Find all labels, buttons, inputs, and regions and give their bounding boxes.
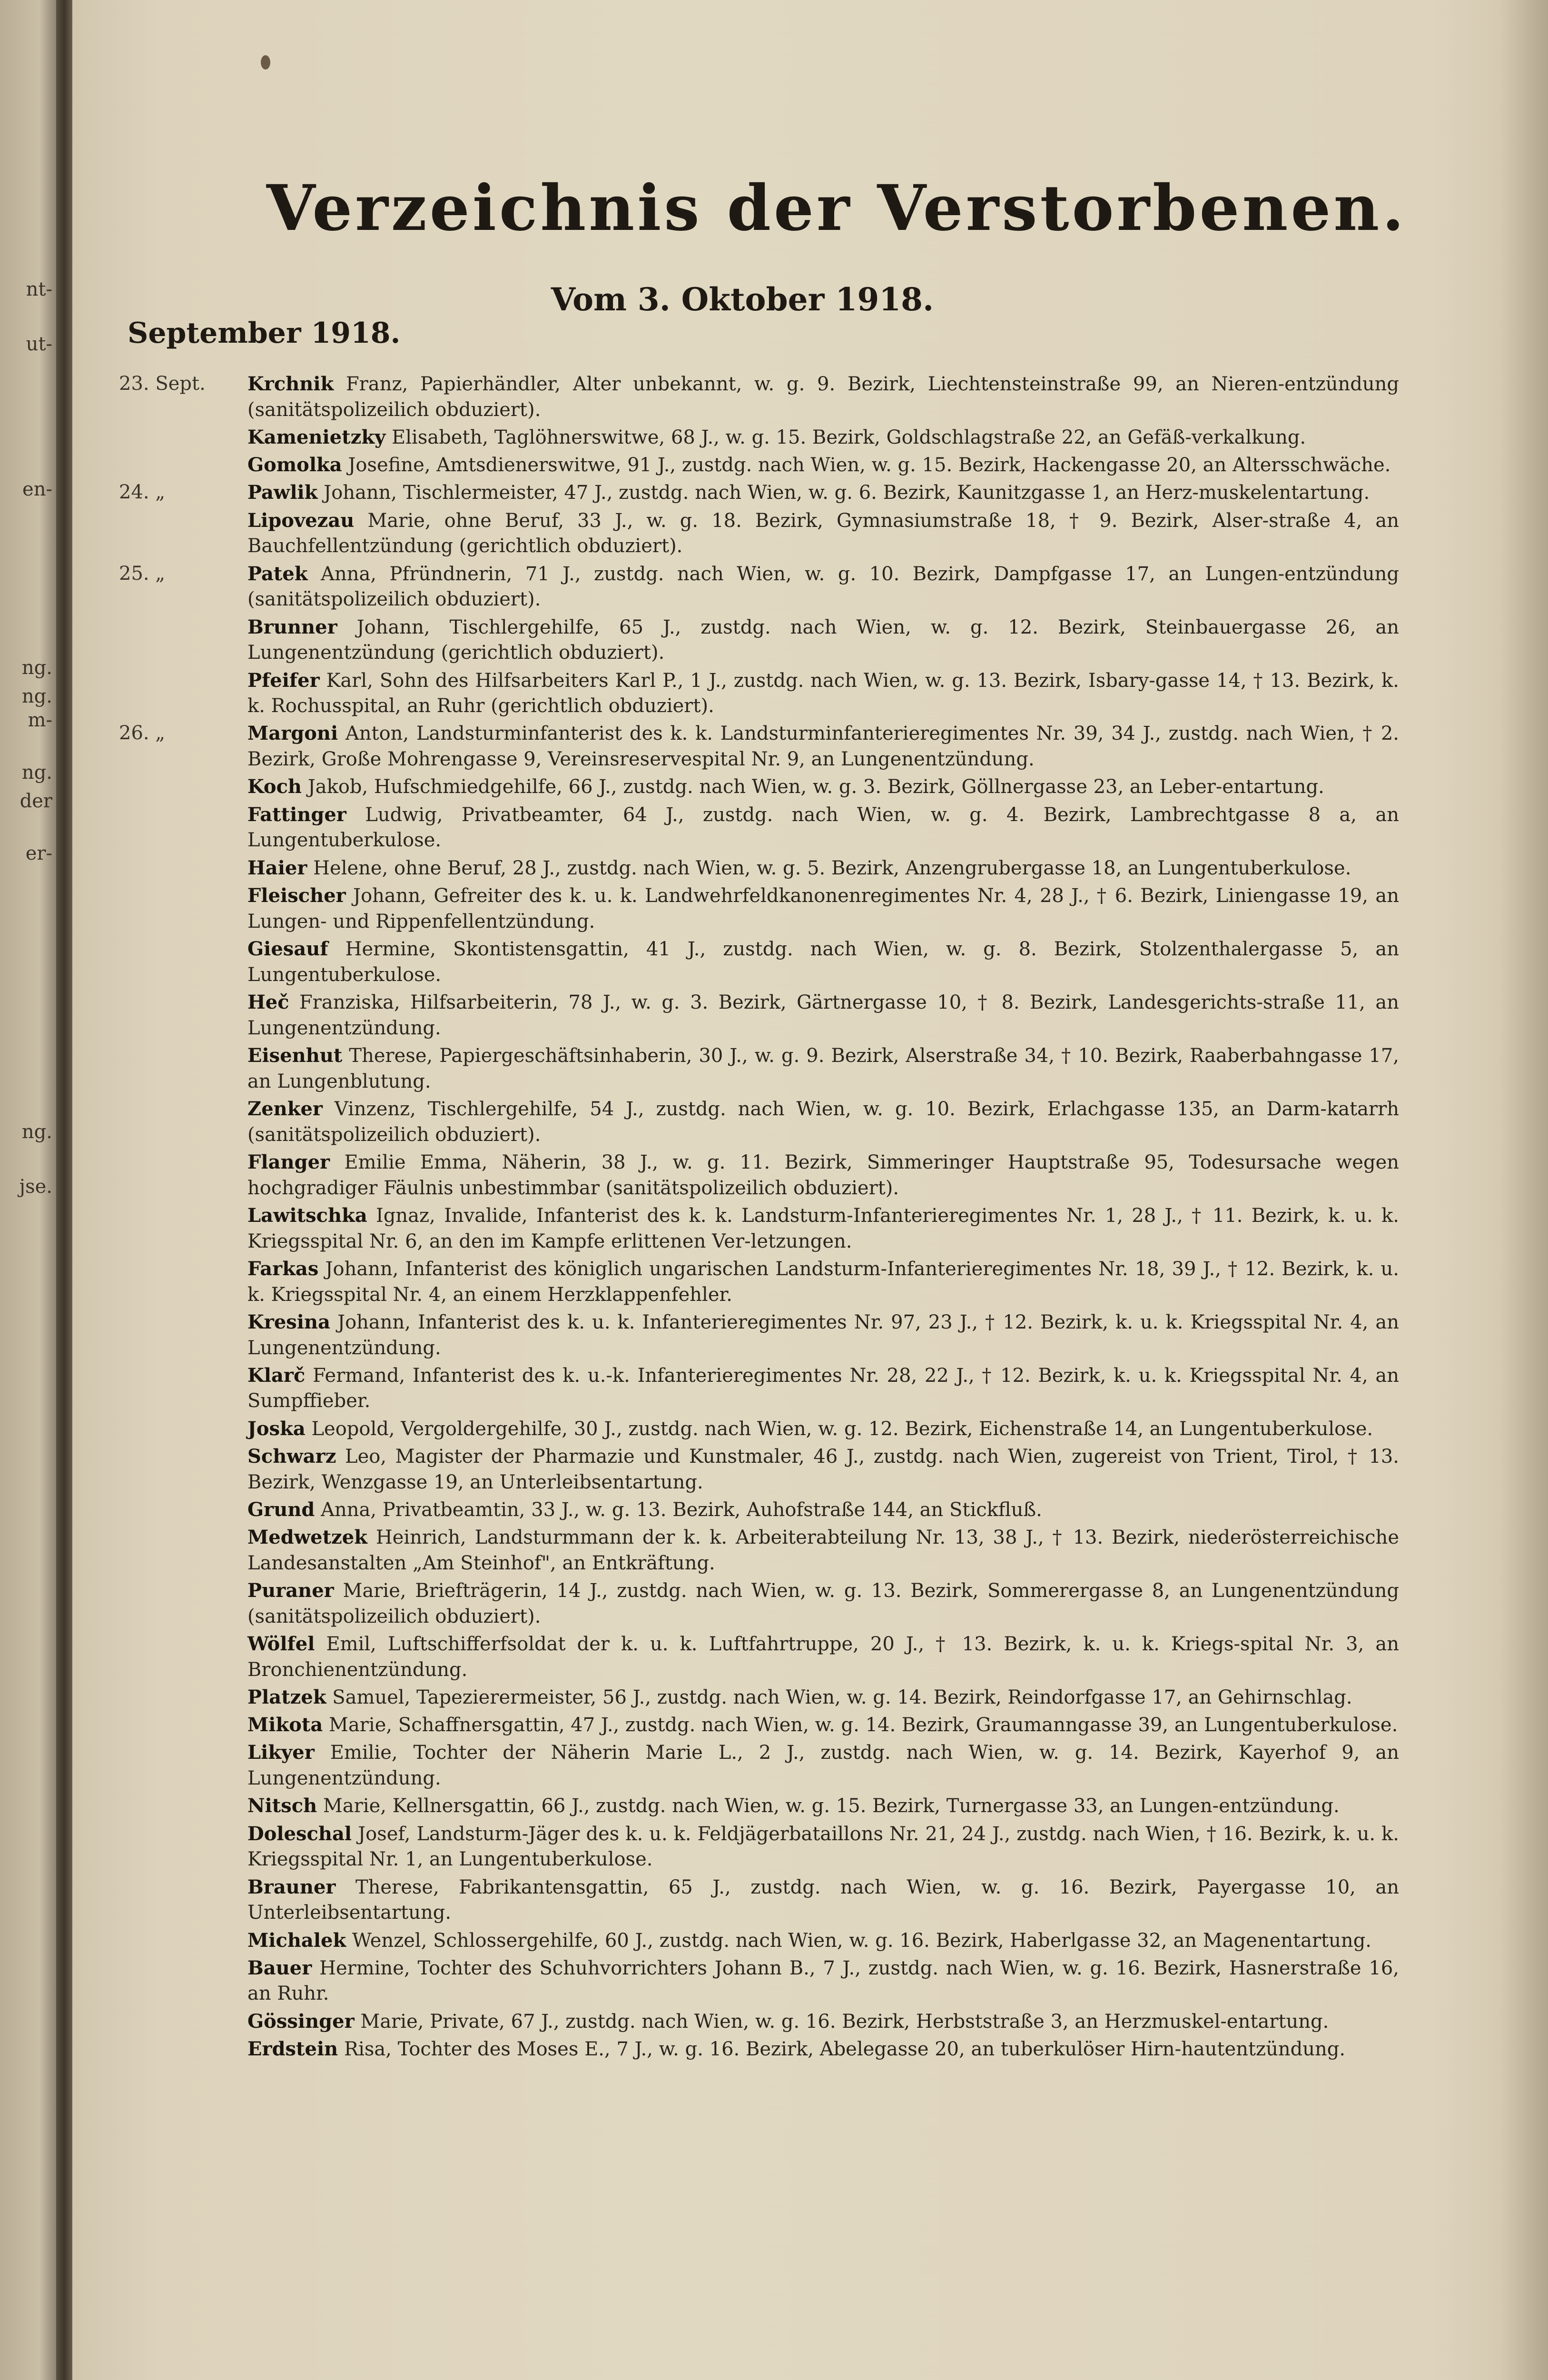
entry-details: Johann, Tischlermeister, 47 J., zustdg. nach Wien, w. g. 6. Bezirk, Kaunitzgasse 1, an Herz-muskelentartung. xyxy=(317,482,1370,504)
page-title: Verzeichnis der Verstorbenen. xyxy=(266,171,1407,245)
entry-text xyxy=(247,774,1399,800)
entry-text xyxy=(247,1793,1399,1819)
entry-text xyxy=(247,1256,1399,1308)
register-entry xyxy=(119,371,1399,423)
deceased-surname: Schwarz xyxy=(247,1445,336,1468)
deceased-surname: Lipovezau xyxy=(247,509,355,532)
entry-details: Leopold, Vergoldergehilfe, 30 J., zustdg. nach Wien, w. g. 12. Bezirk, Eichenstraße 14, an Lungentuberkulose. xyxy=(305,1418,1373,1440)
entry-text xyxy=(247,1497,1399,1523)
register-entry xyxy=(119,1578,1399,1630)
entry-details: Therese, Papiergeschäftsinhaberin, 30 J., w. g. 9. Bezirk, Alserstraße 34, † 10. Bezirk, Raaberbahngasse 17, an Lungenblutung. xyxy=(247,1044,1399,1092)
register-entry xyxy=(119,721,1399,773)
entry-details: Emilie Emma, Näherin, 38 J., w. g. 11. Bezirk, Simmeringer Hauptstraße 95, Todesursache wegen hochgradiger Fäulnis unbestimmbar (sanitätspolizeilich obduziert). xyxy=(247,1151,1399,1199)
register-entry xyxy=(119,1821,1399,1873)
entry-details: Josefine, Amtsdienerswitwe, 91 J., zustdg. nach Wien, w. g. 15. Bezirk, Hackengasse 20, an Altersschwäche. xyxy=(342,454,1391,476)
entry-details: Hermine, Tochter des Schuhvorrichters Johann B., 7 J., zustdg. nach Wien, w. g. 16. Bezirk, Hasnerstraße 16, an Ruhr. xyxy=(247,1957,1399,2005)
register-entry xyxy=(119,1203,1399,1255)
entry-text xyxy=(247,2036,1399,2063)
deceased-surname: Giesauf xyxy=(247,937,328,960)
entry-text xyxy=(247,1444,1399,1496)
deceased-surname: Mikota xyxy=(247,1714,323,1736)
entry-details: Samuel, Tapezierermeister, 56 J., zustdg. nach Wien, w. g. 14. Bezirk, Reindorfgasse 17, an Gehirnschlag. xyxy=(326,1686,1352,1708)
entry-date: 25. „ xyxy=(119,562,166,585)
entry-details: Leo, Magister der Pharmazie und Kunstmaler, 46 J., zustdg. nach Wien, zugereist von Trient, Tirol, † 13. Bezirk, Wenzgasse 19, an Unterleibsentartung. xyxy=(247,1445,1399,1493)
deceased-surname: Joska xyxy=(247,1417,306,1440)
entry-text xyxy=(247,936,1399,988)
margin-fragment: ng. xyxy=(21,685,52,707)
register-entry xyxy=(119,1740,1399,1792)
margin-fragment: er- xyxy=(25,843,52,864)
register-entry xyxy=(119,1497,1399,1523)
register-entry xyxy=(119,2036,1399,2063)
entry-text xyxy=(247,480,1399,506)
deceased-surname: Brauner xyxy=(247,1875,336,1898)
entry-text xyxy=(247,1525,1399,1577)
entry-text xyxy=(247,990,1399,1041)
register-entry xyxy=(119,1416,1399,1442)
deceased-surname: Pawlik xyxy=(247,481,318,504)
entry-text xyxy=(247,1150,1399,1201)
page-edge-shadow xyxy=(1499,0,1548,2380)
register-entry xyxy=(119,1363,1399,1415)
register-entry xyxy=(119,1685,1399,1711)
entry-text xyxy=(247,2009,1399,2035)
register-entry xyxy=(119,1712,1399,1738)
register-entry xyxy=(119,508,1399,560)
entry-details: Hermine, Skontistensgattin, 41 J., zustdg. nach Wien, w. g. 8. Bezirk, Stolzenthalergasse 5, an Lungentuberkulose. xyxy=(247,938,1399,986)
register-entry xyxy=(119,936,1399,988)
deceased-surname: Eisenhut xyxy=(247,1044,343,1067)
deceased-surname: Nitsch xyxy=(247,1795,317,1817)
entry-text xyxy=(247,1096,1399,1148)
death-register-list xyxy=(119,371,1399,2380)
deceased-surname: Klarč xyxy=(247,1364,306,1387)
margin-fragment: jse. xyxy=(19,1176,52,1198)
entry-details: Emil, Luftschifferfsoldat der k. u. k. Luftfahrtruppe, 20 J., † 13. Bezirk, k. u. k. Kriegs-spital Nr. 3, an Bronchienentzündung. xyxy=(247,1633,1399,1681)
entry-details: Helene, ohne Beruf, 28 J., zustdg. nach Wien, w. g. 5. Bezirk, Anzengrubergasse 18, an Lungentuberkulose. xyxy=(307,857,1351,879)
register-entry xyxy=(119,1150,1399,1201)
entry-details: Josef, Landsturm-Jäger des k. u. k. Feldjägerbataillons Nr. 21, 24 J., zustdg. nach Wien, † 16. Bezirk, k. u. k. Kriegsspital Nr. 1, an Lungentuberkulose. xyxy=(247,1823,1399,1871)
entry-details: Vinzenz, Tischlergehilfe, 54 J., zustdg. nach Wien, w. g. 10. Bezirk, Erlachgasse 135, an Darm-katarrh (sanitätspolizeilich obduziert). xyxy=(247,1098,1399,1146)
entry-details: Karl, Sohn des Hilfsarbeiters Karl P., 1 J., zustdg. nach Wien, w. g. 13. Bezirk, Isbary-gasse 14, † 13. Bezirk, k. k. Rochusspital, an Ruhr (gerichtlich obduziert). xyxy=(247,669,1399,717)
entry-text xyxy=(247,615,1399,666)
entry-text xyxy=(247,508,1399,560)
register-entry xyxy=(119,561,1399,613)
entry-text xyxy=(247,1363,1399,1415)
register-entry xyxy=(119,1928,1399,1954)
deceased-surname: Erdstein xyxy=(247,2037,338,2060)
register-entry xyxy=(119,668,1399,720)
register-entry xyxy=(119,990,1399,1041)
entry-text xyxy=(247,1874,1399,1926)
deceased-surname: Doleschal xyxy=(247,1822,352,1845)
entry-text xyxy=(247,1043,1399,1095)
entry-text xyxy=(247,1955,1399,2007)
entry-text xyxy=(247,802,1399,854)
entry-text xyxy=(247,1928,1399,1954)
margin-fragment: en- xyxy=(22,478,52,500)
margin-fragment: nt- xyxy=(26,278,52,300)
margin-fragment: ng. xyxy=(21,762,52,783)
register-entry xyxy=(119,425,1399,451)
entry-details: Wenzel, Schlossergehilfe, 60 J., zustdg. nach Wien, w. g. 16. Bezirk, Haberlgasse 32, an Magenentartung. xyxy=(346,1929,1372,1952)
entry-text xyxy=(247,721,1399,773)
register-entry xyxy=(119,1444,1399,1496)
register-entry xyxy=(119,1525,1399,1577)
deceased-surname: Heč xyxy=(247,991,289,1013)
register-entry xyxy=(119,855,1399,882)
entry-details: Anton, Landsturminfanterist des k. k. Landsturminfanterieregimentes Nr. 39, 34 J., zustdg. nach Wien, † 2. Bezirk, Große Mohrengasse 9, Vereinsreservespital Nr. 9, an Lungenentzündung. xyxy=(247,723,1399,771)
entry-details: Franziska, Hilfsarbeiterin, 78 J., w. g. 3. Bezirk, Gärtnergasse 10, † 8. Bezirk, Landesgerichts-straße 11, an Lungenentzündung. xyxy=(247,991,1399,1039)
entry-text xyxy=(247,855,1399,882)
ink-speck xyxy=(261,55,270,69)
entry-text xyxy=(247,452,1399,478)
margin-fragment: der xyxy=(20,790,52,812)
register-entry xyxy=(119,1874,1399,1926)
entry-details: Marie, Kellnersgattin, 66 J., zustdg. nach Wien, w. g. 15. Bezirk, Turnergasse 33, an Lungen-entzündung. xyxy=(317,1795,1340,1817)
register-entry xyxy=(119,1793,1399,1819)
entry-details: Therese, Fabrikantensgattin, 65 J., zustdg. nach Wien, w. g. 16. Bezirk, Payergasse 10, an Unterleibsentartung. xyxy=(247,1876,1399,1924)
entry-text xyxy=(247,1821,1399,1873)
deceased-surname: Medwetzek xyxy=(247,1526,367,1549)
entry-text xyxy=(247,1203,1399,1255)
deceased-surname: Margoni xyxy=(247,722,338,745)
entry-text xyxy=(247,425,1399,451)
entry-details: Heinrich, Landsturmmann der k. k. Arbeiterabteilung Nr. 13, 38 J., † 13. Bezirk, niederösterreichische Landesanstalten „Am Steinhof", an Entkräftung. xyxy=(247,1527,1399,1574)
entry-details: Johann, Gefreiter des k. u. k. Landwehrfeldkanonenregimentes Nr. 4, 28 J., † 6. Bezirk, Liniengasse 19, an Lungen- und Rippenfellentzündung. xyxy=(247,884,1399,932)
entry-text xyxy=(247,1416,1399,1442)
entry-text xyxy=(247,1309,1399,1361)
entry-text xyxy=(247,1740,1399,1792)
register-entry xyxy=(119,2009,1399,2035)
deceased-surname: Wölfel xyxy=(247,1633,315,1655)
deceased-surname: Gomolka xyxy=(247,454,342,476)
entry-text xyxy=(247,668,1399,720)
entry-details: Marie, Private, 67 J., zustdg. nach Wien, w. g. 16. Bezirk, Herbststraße 3, an Herzmuskel-entartung. xyxy=(354,2010,1329,2033)
margin-fragment: ng. xyxy=(21,657,52,679)
deceased-surname: Flanger xyxy=(247,1150,330,1173)
entry-details: Marie, Schaffnersgattin, 47 J., zustdg. nach Wien, w. g. 14. Bezirk, Graumanngasse 39, an Lungentuberkulose. xyxy=(323,1714,1398,1736)
deceased-surname: Zenker xyxy=(247,1097,323,1120)
entry-details: Elisabeth, Taglöhnerswitwe, 68 J., w. g. 15. Bezirk, Goldschlagstraße 22, an Gefäß-verkalkung. xyxy=(385,426,1306,448)
register-entry xyxy=(119,1309,1399,1361)
entry-details: Fermand, Infanterist des k. u.-k. Infanterieregimentes Nr. 28, 22 J., † 12. Bezirk, k. u. k. Kriegsspital Nr. 4, an Sumpffieber. xyxy=(247,1364,1399,1412)
facing-page-edge xyxy=(0,0,56,2380)
deceased-surname: Grund xyxy=(247,1498,315,1521)
margin-fragment: m- xyxy=(28,709,52,731)
entry-details: Risa, Tochter des Moses E., 7 J., w. g. 16. Bezirk, Abelegasse 20, an tuberkulöser Hirn-hautentzündung. xyxy=(338,2038,1346,2060)
deceased-surname: Michalek xyxy=(247,1929,346,1952)
register-entry xyxy=(119,480,1399,506)
entry-details: Anna, Privatbeamtin, 33 J., w. g. 13. Bezirk, Auhofstraße 144, an Stickfluß. xyxy=(315,1498,1042,1521)
entry-date: 24. „ xyxy=(119,481,166,504)
deceased-surname: Fleischer xyxy=(247,884,346,907)
margin-fragment: ut- xyxy=(26,333,52,355)
register-entry xyxy=(119,774,1399,800)
register-entry xyxy=(119,1043,1399,1095)
deceased-surname: Kresina xyxy=(247,1310,331,1333)
entry-text xyxy=(247,1712,1399,1738)
deceased-surname: Haier xyxy=(247,856,307,879)
register-entry xyxy=(119,1631,1399,1683)
entry-details: Franz, Papierhändler, Alter unbekannt, w. g. 9. Bezirk, Liechtensteinstraße 99, an Nieren-entzündung (sanitätspolizeilich obduziert). xyxy=(247,373,1399,421)
deceased-surname: Farkas xyxy=(247,1257,319,1280)
entry-details: Emilie, Tochter der Näherin Marie L., 2 J., zustdg. nach Wien, w. g. 14. Bezirk, Kayerhof 9, an Lungenentzündung. xyxy=(247,1742,1399,1790)
entry-text xyxy=(247,1631,1399,1683)
entry-text xyxy=(247,883,1399,935)
deceased-surname: Gössinger xyxy=(247,2010,355,2033)
entry-details: Ludwig, Privatbeamter, 64 J., zustdg. nach Wien, w. g. 4. Bezirk, Lambrechtgasse 8 a, an Lungentuberkulose. xyxy=(247,803,1399,852)
entry-text xyxy=(247,371,1399,423)
entry-text xyxy=(247,561,1399,613)
deceased-surname: Bauer xyxy=(247,1956,312,1979)
entry-date: 26. „ xyxy=(119,722,166,744)
entry-details: Johann, Tischlergehilfe, 65 J., zustdg. nach Wien, w. g. 12. Bezirk, Steinbauergasse 26, an Lungenentzündung (gerichtlich obduziert). xyxy=(247,616,1399,664)
entry-details: Johann, Infanterist des k. u. k. Infanterieregimentes Nr. 97, 23 J., † 12. Bezirk, k. u. k. Kriegsspital Nr. 4, an Lungenentzündung. xyxy=(247,1311,1399,1359)
deceased-surname: Puraner xyxy=(247,1579,334,1602)
month-heading: September 1918. xyxy=(128,317,401,350)
entry-details: Marie, Briefträgerin, 14 J., zustdg. nach Wien, w. g. 13. Bezirk, Sommerergasse 8, an Lungenentzündung (sanitätspolizeilich obduziert). xyxy=(247,1580,1399,1627)
book-gutter xyxy=(56,0,72,2380)
deceased-surname: Kamenietzky xyxy=(247,426,386,448)
register-entry xyxy=(119,615,1399,666)
entry-date: 23. Sept. xyxy=(119,373,206,395)
deceased-surname: Brunner xyxy=(247,615,337,638)
deceased-surname: Likyer xyxy=(247,1741,315,1764)
register-entry xyxy=(119,452,1399,478)
entry-text xyxy=(247,1685,1399,1711)
deceased-surname: Krchnik xyxy=(247,373,334,395)
deceased-surname: Fattinger xyxy=(247,803,346,826)
register-entry xyxy=(119,1096,1399,1148)
margin-fragment: ng. xyxy=(21,1121,52,1143)
deceased-surname: Patek xyxy=(247,562,308,585)
entry-details: Marie, ohne Beruf, 33 J., w. g. 18. Bezirk, Gymnasiumstraße 18, † 9. Bezirk, Alser-straße 4, an Bauchfellentzündung (gerichtlich obduziert). xyxy=(247,509,1399,557)
register-entry xyxy=(119,802,1399,854)
deceased-surname: Platzek xyxy=(247,1686,326,1708)
register-entry xyxy=(119,1256,1399,1308)
deceased-surname: Pfeifer xyxy=(247,669,320,692)
entry-details: Jakob, Hufschmiedgehilfe, 66 J., zustdg. nach Wien, w. g. 3. Bezirk, Göllnergasse 23, an Leber-entartung. xyxy=(302,776,1324,798)
entry-details: Anna, Pfründnerin, 71 J., zustdg. nach Wien, w. g. 10. Bezirk, Dampfgasse 17, an Lungen-entzündung (sanitätspolizeilich obduziert). xyxy=(247,563,1399,611)
register-entry xyxy=(119,1955,1399,2007)
deceased-surname: Lawitschka xyxy=(247,1204,367,1227)
entry-text xyxy=(247,1578,1399,1630)
date-heading: Vom 3. Oktober 1918. xyxy=(551,281,934,318)
entry-details: Ignaz, Invalide, Infanterist des k. k. Landsturm-Infanterieregimentes Nr. 1, 28 J., † 11. Bezirk, k. u. k. Kriegsspital Nr. 6, an den im Kampfe erlittenen Ver-letzungen. xyxy=(247,1204,1399,1252)
register-entry xyxy=(119,883,1399,935)
deceased-surname: Koch xyxy=(247,775,302,798)
entry-details: Johann, Infanterist des königlich ungarischen Landsturm-Infanterieregimentes Nr. 18, 39 J., † 12. Bezirk, k. u. k. Kriegsspital Nr. 4, an einem Herzklappenfehler. xyxy=(247,1258,1399,1306)
